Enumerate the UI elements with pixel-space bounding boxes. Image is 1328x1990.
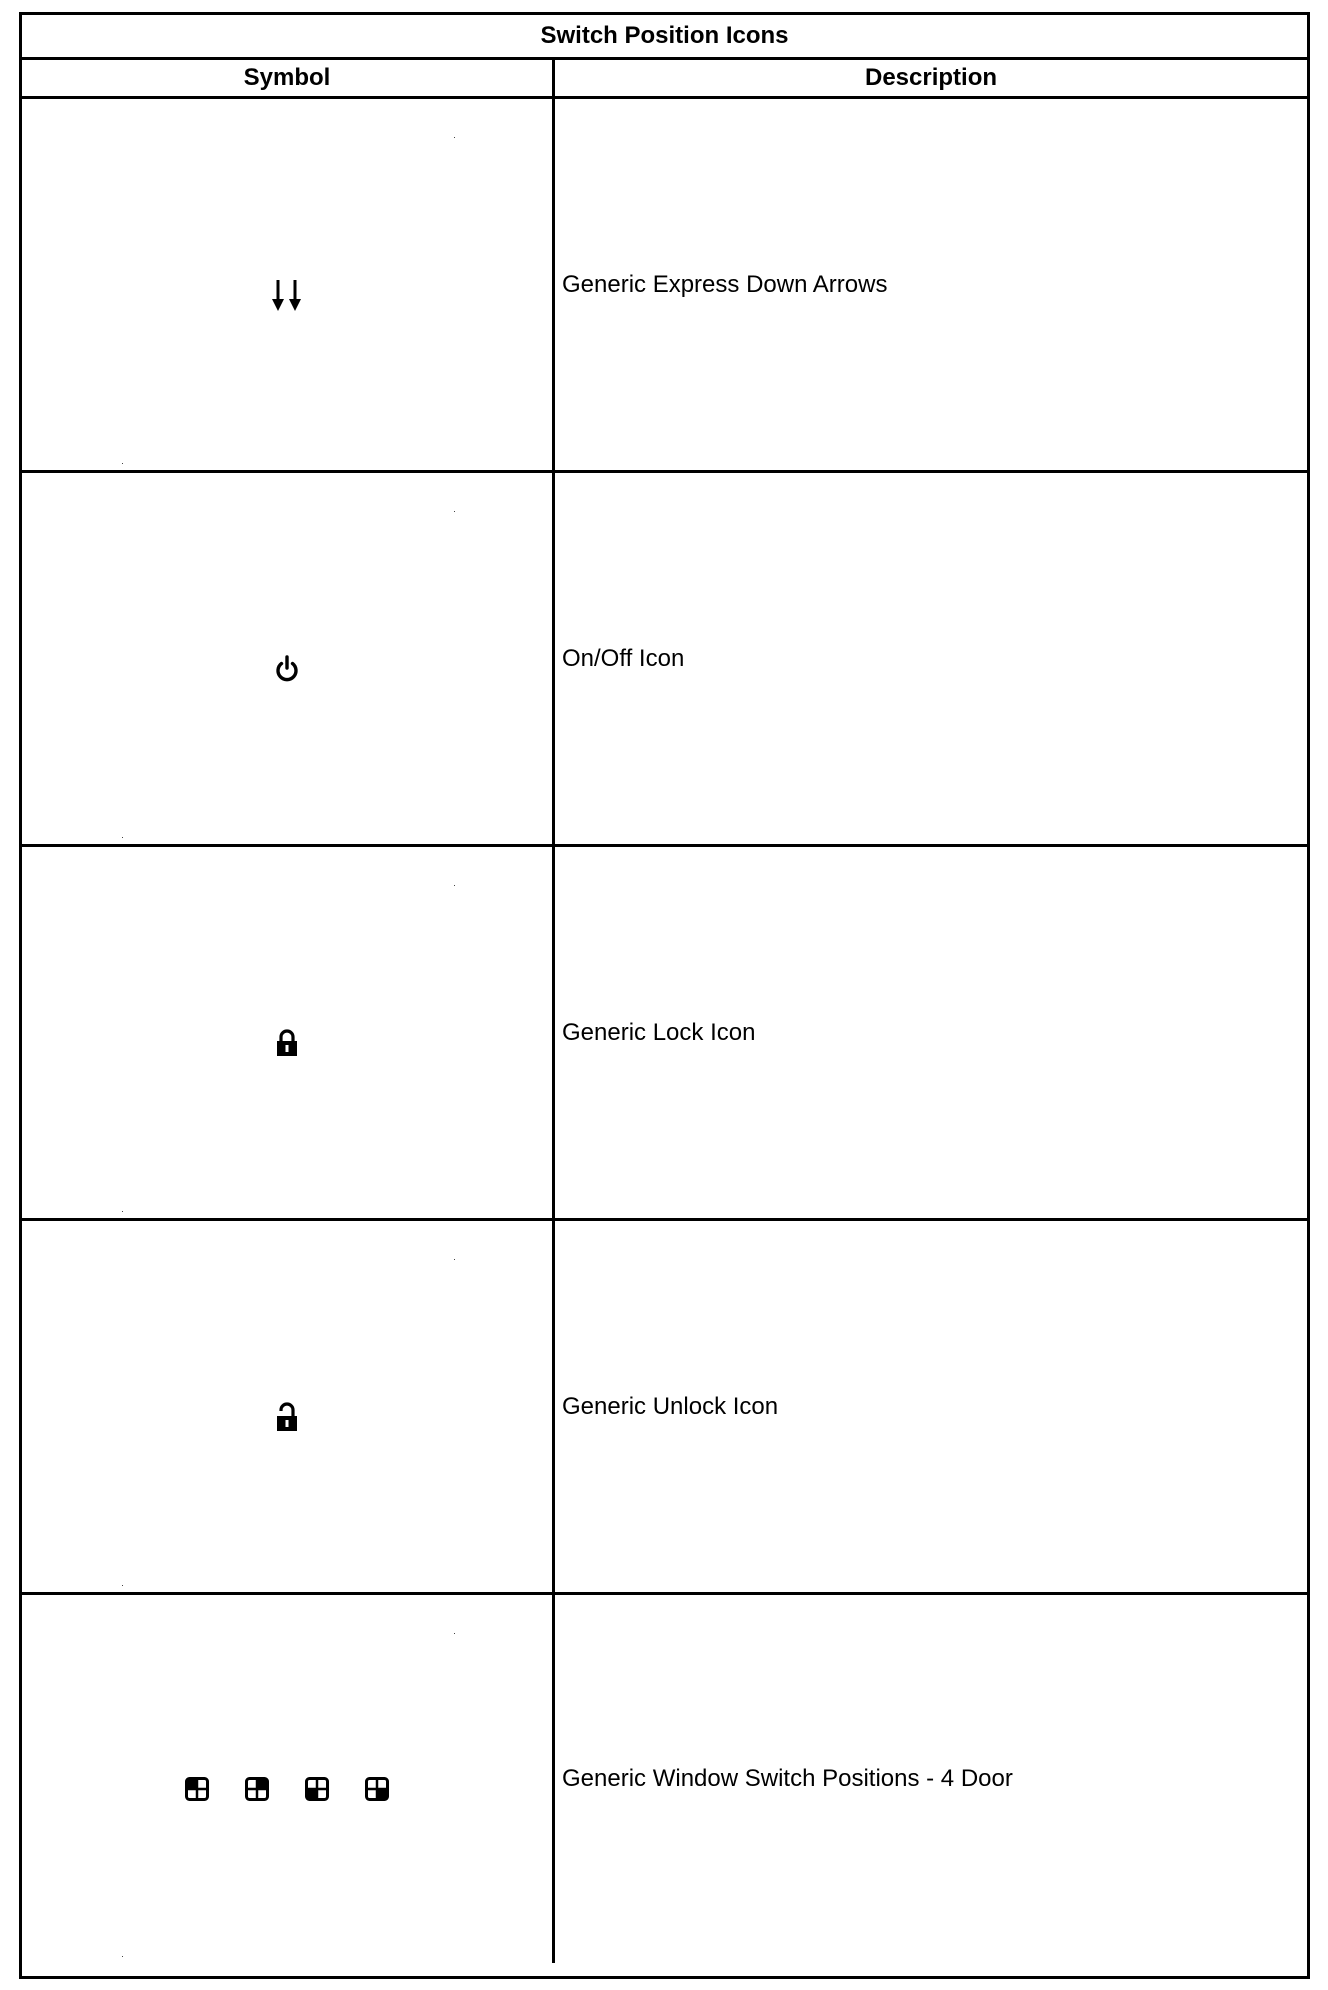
symbol-cell xyxy=(22,1595,555,1963)
table-row xyxy=(22,473,1307,847)
description-column-header: Description xyxy=(864,64,998,91)
table-row xyxy=(22,1595,1307,1963)
window-switch-positions-icon xyxy=(185,1777,389,1801)
switch-position-icons-table xyxy=(19,12,1310,1979)
symbol-cell xyxy=(22,99,555,470)
description-cell: Generic Window Switch Positions - 4 Door xyxy=(562,1765,1013,1792)
table-header-row xyxy=(22,60,1307,99)
window-rear-left-icon xyxy=(305,1777,329,1801)
description-cell: Generic Lock Icon xyxy=(562,1018,756,1046)
symbol-column-header: Symbol xyxy=(22,60,555,96)
description-cell: Generic Express Down Arrows xyxy=(562,270,888,298)
power-icon xyxy=(274,655,300,683)
window-front-left-icon xyxy=(185,1777,209,1801)
window-rear-right-icon xyxy=(365,1777,389,1801)
unlock-icon xyxy=(275,1402,299,1432)
window-front-right-icon xyxy=(245,1777,269,1801)
description-cell: Generic Unlock Icon xyxy=(562,1392,779,1420)
table-row xyxy=(22,847,1307,1221)
express-down-arrows-icon xyxy=(269,278,305,312)
symbol-cell xyxy=(22,847,555,1218)
symbol-cell xyxy=(22,473,555,844)
description-cell: On/Off Icon xyxy=(562,644,685,672)
table-title: Switch Position Icons xyxy=(22,15,1307,60)
table-row xyxy=(22,1221,1307,1595)
table-row xyxy=(22,99,1307,473)
lock-icon xyxy=(275,1029,299,1057)
symbol-cell xyxy=(22,1221,555,1592)
